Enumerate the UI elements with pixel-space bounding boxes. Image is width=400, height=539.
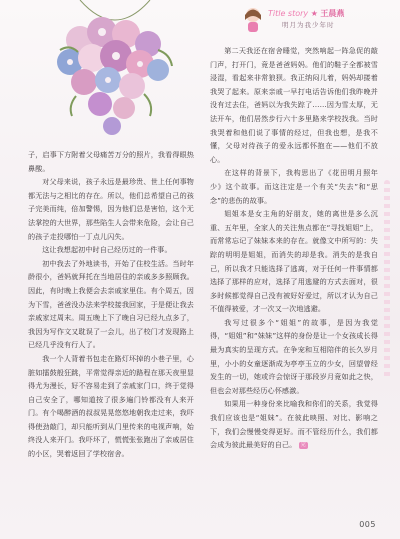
flower-basket-illustration [40, 0, 190, 150]
girl-avatar-icon [242, 6, 264, 34]
paragraph: 子，启事下方附着父母痛苦万分的照片，我看得眼热鼻酸。 [28, 150, 194, 173]
paragraph: 我一个人背着书包走在路灯坏掉的小巷子里，心脏如擂鼓般狂跳，平常觉得亲近的路程在那天夜里显得尤为漫长，好不容易走到了亲戚家门口，终于觉得自己安全了，哪知道按了很多遍门铃都没有人来开门。有个喝醉酒的叔叔晃晃悠悠地朝我走过来，我吓得使劲敲门，却只能听到从门里传来的电视声响，始终没人来开门。我吓坏了，慌慌张张跑出了亲戚居住的小区，哭着返回了学校宿舍。 [28, 353, 194, 459]
paragraph: 初中我去了外地读书，开始了住校生活。当时年龄很小，爸妈就拜托在当地居住的亲戚多多照顾我。因此，有时晚上我便会去亲戚家里住。有个周五，因为下雪，爸爸没办法来学校接我回家，于是便让我去亲戚家过周末。周五晚上下了晚自习已经九点多了，我因为写作文又耽误了一会儿，出了校门才发现路上已经几乎没有行人了。 [28, 258, 194, 350]
paragraph: 在这样的背景下，我构思出了《花田明月照年少》这个故事。而这注定是一个有关“失去”和“思念”的悲伤的故事。 [210, 168, 378, 205]
paragraph: 这让我想起初中时自己经历过的一件事。 [42, 245, 172, 255]
star-icon: ★ [310, 9, 318, 18]
end-tag: 完 [300, 441, 306, 448]
series-label: Title story [268, 9, 309, 18]
paragraph-last [210, 397, 378, 451]
story-subtitle: 明月为我少年时 [282, 21, 335, 29]
decorative-ribbon [384, 180, 390, 380]
paragraph: 我写过很多个“姐姐”的故事，是因为我觉得，“姐姐”和“妹妹”这样的身份是让一个女孩成长得最为真实的呈现方式。在争宠和互相陪伴的长久岁月里，小小的女童逐渐成为亭亭玉立的少女，回望曾经发生的一切，她或许会惊讶于那段岁月竟如此之快，但也会对那些经历心怀感激。 [210, 317, 378, 395]
paragraph: 对父母来说，孩子永远是最珍贵、世上任何事物都无法与之相比的存在。所以，他们总希望自己的孩子完美而纯，倍加警惕，因为他们总是害怕，这个无法掌控的大世界，那些陷生人会带来危险，会让自己的孩子走投哪怕一丁点儿闪失。 [28, 177, 194, 241]
author-name: 王晨燕 [320, 9, 345, 18]
left-text-column [28, 148, 194, 528]
page-header [242, 6, 392, 36]
paragraph: 姐姐本是女主角的好朋友，她的离世是多么沉重、五年里，全家人的关注焦点都在“寻找姐姐”上，而常常忘记了妹妹本来的存在。就像文中所写的：失踪的明明是姐姐，而消失的却是我。消失的是我自己，所以我才只能选择了逃离，对于任何一件事情都选择了那样的应对，选择了用逃避的方式去面对，很多时候都觉得自己没有被好好爱过，所以才认为自己不值得被爱，才一次又一次地逃避。 [210, 209, 378, 314]
header-title [268, 8, 344, 19]
paragraph: 第二天我还在宿舍睡觉，突然响起一阵急促的敲门声，打开门，竟是爸爸妈妈。他们的鞋子全都被雪浸湿，看起来非常狼狈。我正纳闷儿着，妈妈却搂着我哭了起来。原来亲戚一早打电话告诉他们我昨晚并没有过去住，爸妈以为我失踪了……因为雪太厚，无法开车，他们居然步行六十多里路来学校找我。当时我哭着和他们说了事情的经过，但我也想，是我不懂，父母对待孩子的爱永远都怀抱在——他们不放心。 [210, 46, 378, 164]
page-number: 005 [359, 520, 376, 529]
right-text-column [210, 44, 378, 514]
paragraph-text: 如果用一种身份来比喻我和你们的关系，我觉得我们应该也是“姐妹”。在彼此映照、对比、影响之下，我们会慢慢变得更好。而不管经历什么，我们都会成为彼此最美好的自己。 [210, 399, 378, 450]
